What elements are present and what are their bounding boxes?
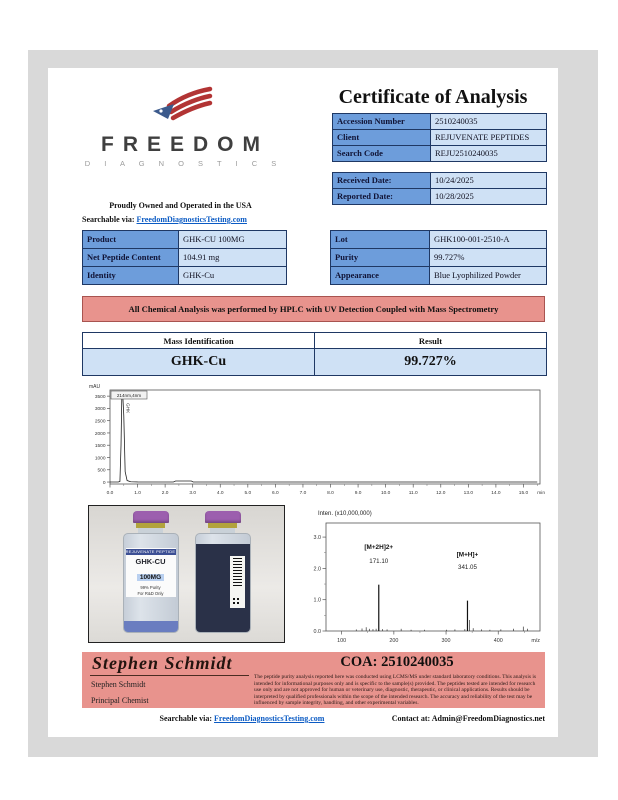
mass-header-identification: Mass Identification [83,333,314,348]
vial-barcode-label [230,556,245,608]
svg-text:5.0: 5.0 [244,491,252,496]
svg-text:13.0: 13.0 [463,491,474,496]
svg-text:341.05: 341.05 [458,564,477,572]
searchable-label: Searchable via: [82,215,135,224]
svg-text:min: min [537,491,545,496]
product-value: 104.91 mg [179,249,286,266]
lot-value: Blue Lyophilized Powder [430,267,546,284]
svg-text:500: 500 [97,468,106,474]
vial-back-photo [192,511,254,637]
page-footer [82,714,545,726]
mass-spectrum-figure [298,505,552,652]
svg-text:8.0: 8.0 [327,491,334,496]
searchable-label: Searchable via: [159,714,213,723]
svg-text:14.0: 14.0 [491,491,501,496]
svg-text:mAU: mAU [89,384,101,390]
svg-text:3500: 3500 [94,394,106,400]
product-label: Identity [83,267,178,284]
logo-block [78,84,283,168]
chemist-role: Principal Chemist [91,696,149,705]
coa-number: COA: 2510240035 [340,654,454,670]
svg-text:214nm,4nm: 214nm,4nm [116,393,142,398]
lot-label: Appearance [331,267,429,284]
lot-value: 99.727% [430,249,546,266]
svg-text:[M+2H]2+: [M+2H]2+ [364,543,394,551]
chemist-name: Stephen Schmidt [91,680,146,689]
lot-label: Purity [331,249,429,266]
eagle-stripes-icon [149,84,213,134]
searchable-link-top[interactable]: FreedomDiagnosticsTesting.com [136,215,247,224]
svg-text:[M+H]+: [M+H]+ [456,551,479,559]
product-label: Net Peptide Content [83,249,178,266]
svg-text:12.0: 12.0 [436,491,446,496]
product-label: Product [83,231,178,248]
svg-text:GHK: GHK [125,403,131,414]
svg-text:0: 0 [102,480,106,486]
vial-label [126,548,176,597]
method-banner: All Chemical Analysis was performed by HPLC with UV Detection Coupled with Mass Spectrometry [82,296,545,322]
mass-spectrum-chart [298,505,552,647]
accession-info-table [332,113,547,162]
hplc-chromatogram-chart [83,380,548,500]
info-value: 2510240035 [431,114,546,129]
vial-body [195,533,251,633]
info-value: REJUVENATE PEPTIDES [431,130,546,145]
vial-photos-panel [88,505,285,643]
svg-text:9.0: 9.0 [354,491,362,496]
signature-script: Stephen Schmidt [90,653,249,676]
svg-text:Inten. (x10,000,000): Inten. (x10,000,000) [318,511,372,517]
searchable-line-top [82,215,247,224]
svg-text:2500: 2500 [94,419,106,425]
page-title: Certificate of Analysis [338,86,528,108]
svg-text:0.0: 0.0 [106,491,114,496]
svg-text:3.0: 3.0 [313,535,321,542]
vial-label-header: REJUVENATE PEPTIDE [125,549,176,554]
mass-header-result: Result [315,333,546,348]
disclaimer-text: The peptide purity analysis reported here was conducted using LCMS/MS under standard laboratory conditions. This analysis is intended for informational purposes only and is specific to the sample(s) provided. The peptides tested are intended for research use only and are not approved for human or veterinary use, diagnostic, therapeutic, or clinical applications. Results should be interpreted by qualified professionals within the scope of the intended research. The accuracy and reliability of the test may be influenced by sample integrity, handling, and other experimental variables. [254,674,537,707]
mass-result-value: 99.727% [315,349,546,375]
date-label: Reported Date: [333,189,430,204]
usa-tagline: Proudly Owned and Operated in the USA [109,201,252,210]
searchable-line-bottom [97,714,387,723]
certificate-page [48,68,558,737]
vial-label-strength: 100MG [137,574,164,581]
product-value: GHK-Cu [179,267,286,284]
svg-text:2000: 2000 [94,431,106,437]
svg-text:200: 200 [389,638,399,644]
svg-text:1500: 1500 [94,444,106,450]
searchable-link-bottom[interactable]: FreedomDiagnosticsTesting.com [214,714,325,723]
vial-cap [205,511,241,523]
info-label: Client [333,130,430,145]
svg-text:0.0: 0.0 [313,629,321,635]
svg-text:400: 400 [493,638,503,644]
qr-code-icon [233,598,241,606]
dates-table [332,172,547,205]
date-value: 10/28/2025 [431,189,546,204]
svg-text:11.0: 11.0 [408,491,418,496]
svg-text:2.0: 2.0 [161,491,169,496]
logo-brand-text: FREEDOM [101,133,269,156]
lot-label: Lot [331,231,429,248]
svg-text:1000: 1000 [94,456,106,462]
info-value: REJU2510240035 [431,146,546,161]
hplc-chromatogram-figure [83,380,548,505]
svg-text:2.0: 2.0 [313,566,321,573]
vial-powder [124,621,178,632]
vial-label-line1: 99% Purity [140,584,161,590]
lot-table [330,230,547,285]
svg-text:4.0: 4.0 [216,491,224,496]
contact-line: Contact at: Admin@FreedomDiagnostics.net [391,714,545,723]
svg-text:100: 100 [337,638,347,644]
product-value: GHK-CU 100MG [179,231,286,248]
svg-text:3.0: 3.0 [189,491,197,496]
svg-text:m/z: m/z [531,638,540,644]
svg-text:171.10: 171.10 [369,557,389,565]
date-label: Received Date: [333,173,430,188]
mass-identity-value: GHK-Cu [83,349,314,375]
vial-front-photo [120,511,182,637]
info-label: Accession Number [333,114,430,129]
info-label: Search Code [333,146,430,161]
vial-label-name: GHK-CU [135,556,166,566]
vial-label-line2: For R&D Only [137,590,164,596]
svg-text:3000: 3000 [94,407,106,413]
signature-block [82,652,545,708]
svg-text:1.0: 1.0 [313,597,321,604]
mass-identification-table [82,332,547,376]
svg-text:7.0: 7.0 [299,491,307,496]
product-table [82,230,287,285]
svg-text:15.0: 15.0 [518,491,529,496]
svg-text:1.0: 1.0 [134,491,141,496]
svg-text:6.0: 6.0 [272,491,279,496]
date-value: 10/24/2025 [431,173,546,188]
vial-body [123,533,179,633]
logo-sub-text: D I A G N O S T I C S [84,159,283,169]
lot-value: GHK100-001-2510-A [430,231,546,248]
svg-text:300: 300 [441,638,451,644]
barcode-icon [233,558,242,588]
vial-cap [133,511,169,523]
svg-text:10.0: 10.0 [380,491,391,496]
